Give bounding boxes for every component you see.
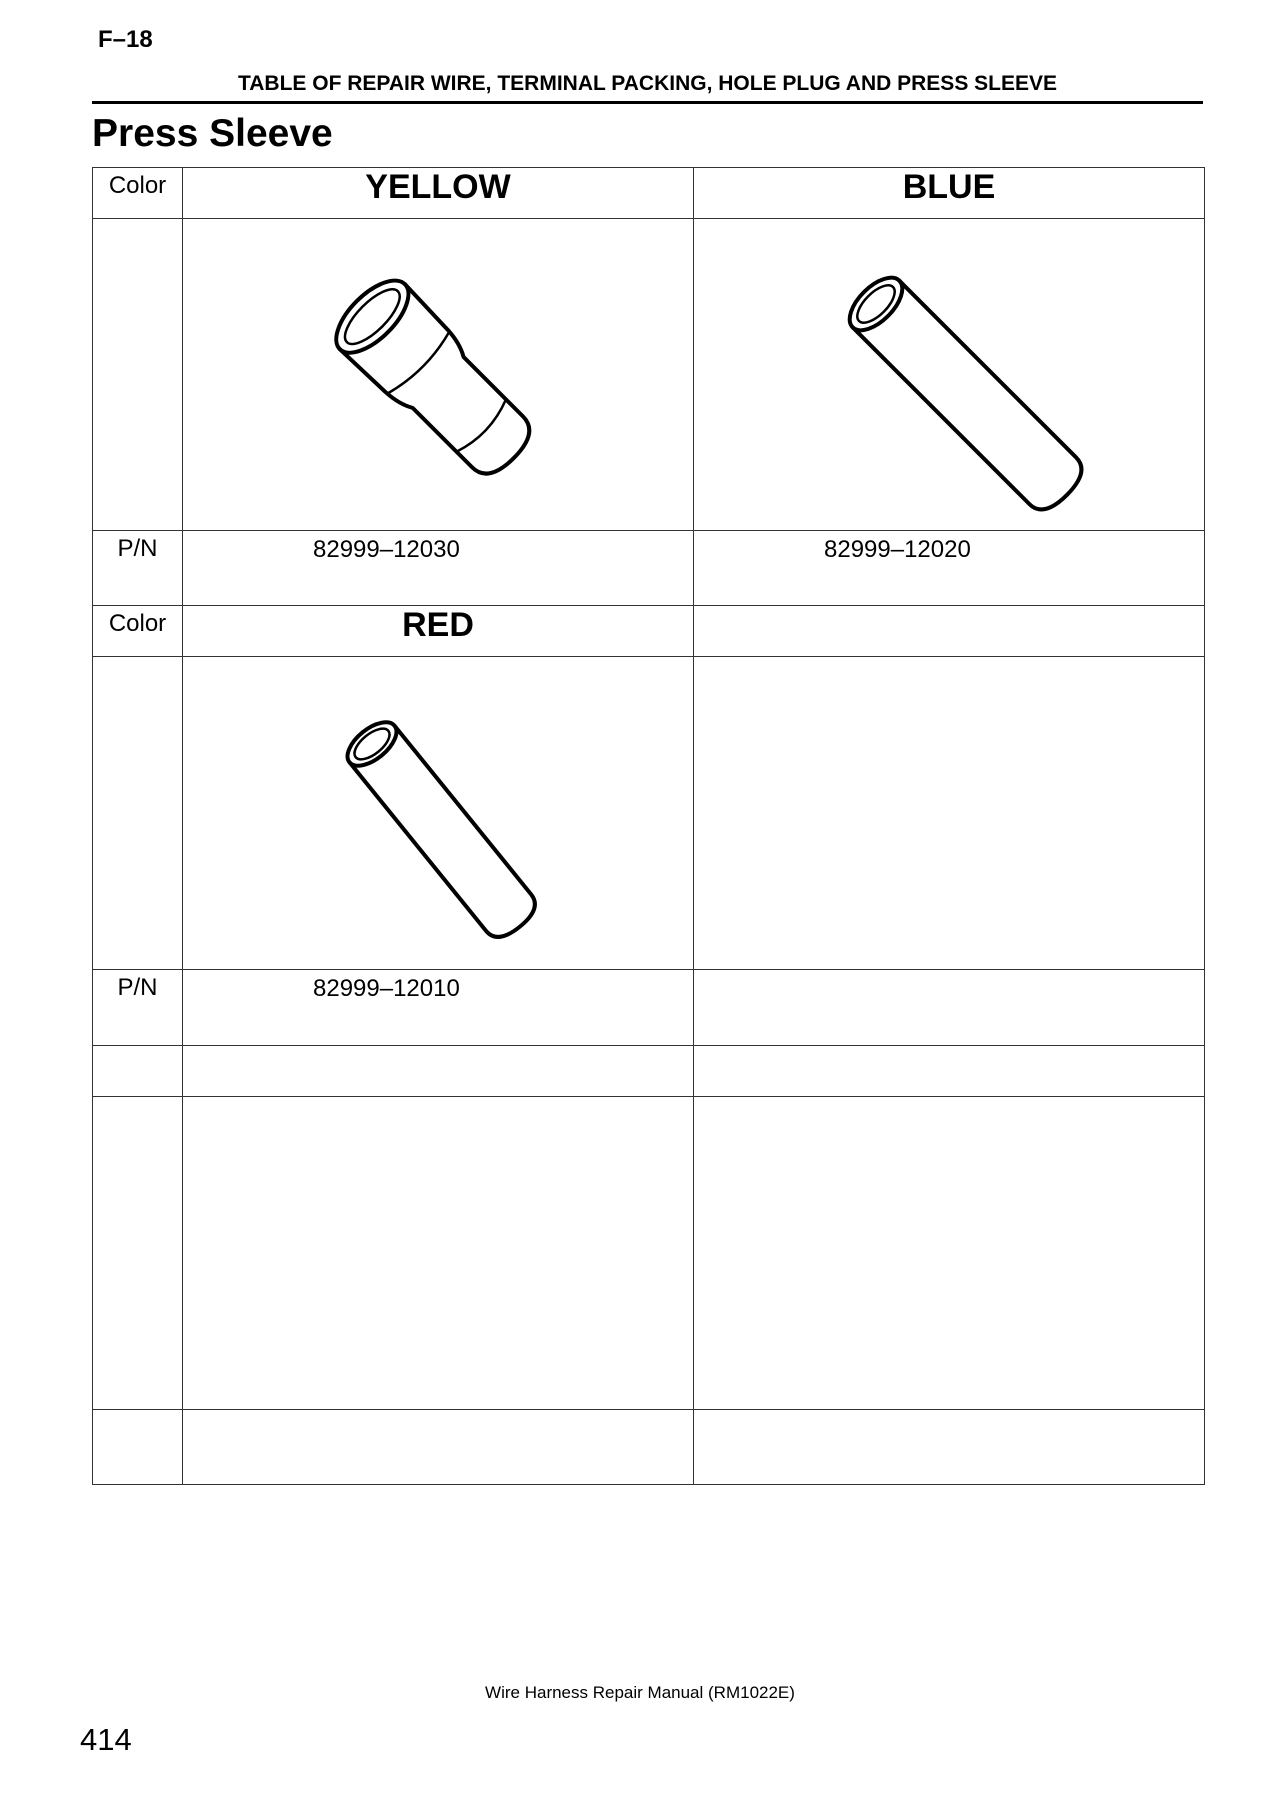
press-sleeve-yellow-icon: [183, 219, 693, 529]
section-header: TABLE OF REPAIR WIRE, TERMINAL PACKING, HOLE PLUG AND PRESS SLEEVE: [237, 72, 1058, 95]
empty-cell: [694, 606, 1205, 657]
part-number-yellow: 82999–12030: [313, 536, 460, 563]
color-label: Color: [108, 610, 167, 637]
page-code: F–18: [98, 26, 153, 53]
pn-row: [93, 531, 1205, 606]
empty-cell: [694, 970, 1205, 1046]
illustration-cell-yellow: [183, 219, 694, 531]
footer-manual-title: Wire Harness Repair Manual (RM1022E): [485, 1683, 795, 1702]
empty-cell: [93, 1410, 183, 1485]
illustration-cell-blue: [694, 219, 1205, 531]
pn-cell-red: [183, 970, 694, 1046]
pn-label: P/N: [117, 535, 158, 562]
part-number-red: 82999–12010: [313, 975, 460, 1002]
color-label: Color: [108, 172, 167, 199]
empty-cell: [694, 1410, 1205, 1485]
empty-row: [93, 1410, 1205, 1485]
color-label-cell: [93, 168, 183, 219]
empty-row: [93, 1097, 1205, 1410]
press-sleeve-red-icon: [183, 657, 693, 967]
pn-cell-blue: [694, 531, 1205, 606]
press-sleeve-blue-icon: [694, 219, 1204, 529]
illustration-label-cell: [93, 219, 183, 531]
empty-row: [93, 1046, 1205, 1097]
color-cell-blue: [694, 168, 1205, 219]
part-number-blue: 82999–12020: [824, 536, 971, 563]
pn-cell-yellow: [183, 531, 694, 606]
illustration-label-cell: [93, 657, 183, 970]
empty-cell: [694, 1046, 1205, 1097]
color-label-cell: [93, 606, 183, 657]
empty-cell: [183, 1046, 694, 1097]
color-row: [93, 168, 1205, 219]
empty-cell: [694, 657, 1205, 970]
page-number: 414: [80, 1722, 132, 1757]
illustration-cell-red: [183, 657, 694, 970]
pn-label-cell: [93, 531, 183, 606]
pn-label-cell: [93, 970, 183, 1046]
empty-cell: [93, 1097, 183, 1410]
empty-cell: [694, 1097, 1205, 1410]
empty-cell: [183, 1410, 694, 1485]
color-cell-red: [183, 606, 694, 657]
color-name-blue: BLUE: [902, 168, 996, 206]
pn-label: P/N: [117, 974, 158, 1001]
illustration-row: [93, 219, 1205, 531]
pn-row: [93, 970, 1205, 1046]
header-rule: [92, 101, 1203, 104]
empty-cell: [183, 1097, 694, 1410]
press-sleeve-table: [92, 167, 1205, 1485]
color-cell-yellow: [183, 168, 694, 219]
section-title: Press Sleeve: [92, 112, 333, 155]
empty-cell: [93, 1046, 183, 1097]
color-name-red: RED: [402, 606, 474, 644]
illustration-row: [93, 657, 1205, 970]
color-row: [93, 606, 1205, 657]
color-name-yellow: YELLOW: [365, 168, 511, 206]
